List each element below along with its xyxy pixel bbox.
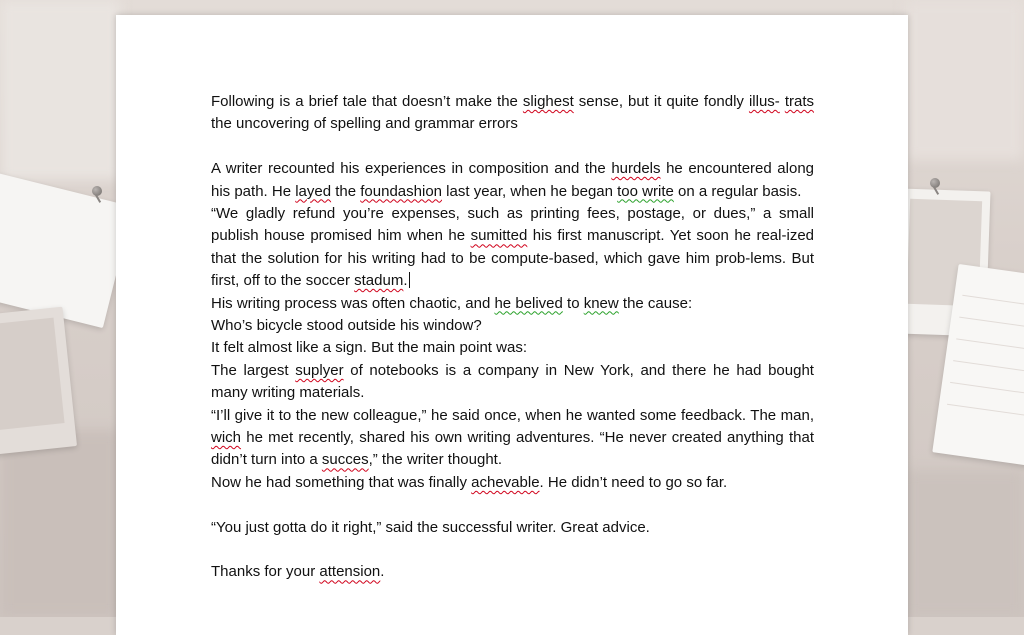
text-run: Thanks for your	[211, 563, 320, 581]
grammar-error[interactable]: knew	[583, 294, 619, 312]
text-run: The largest	[211, 361, 296, 379]
spelling-error[interactable]: trats	[784, 93, 814, 110]
text-caret	[409, 272, 410, 288]
paragraph: It felt almost like a sign. But the main point was:	[211, 339, 527, 357]
text-run: Now he had something that was finally	[211, 473, 472, 491]
paragraph: Who’s bicycle stood outside his window?	[211, 317, 482, 335]
spelling-error[interactable]: layed	[295, 182, 332, 200]
text-run: “We gladly refund you’re expenses, such as printing fees, postage, or dues,” a small publish house promised him when he	[211, 205, 814, 245]
paragraph	[211, 158, 814, 203]
pushpin-icon	[92, 186, 102, 196]
text-run: he encountered along his path. He	[211, 160, 815, 200]
text-run: the uncovering of spelling and grammar errors	[211, 115, 518, 133]
text-run: A writer recounted his experiences in composition and the	[211, 160, 612, 178]
paragraph	[211, 405, 814, 472]
pushpin-icon	[930, 178, 940, 188]
document-body[interactable]	[211, 91, 814, 584]
text-run: to	[562, 294, 584, 312]
text-run: he met recently, shared his own writing adventures. “He never created anything that didn’t turn into a	[211, 429, 814, 469]
text-run: .	[403, 272, 408, 290]
grammar-error[interactable]: he belived	[494, 294, 563, 312]
text-run: ,” the writer thought.	[368, 451, 502, 469]
text-run: last year, when he began	[442, 182, 618, 200]
paragraph	[211, 293, 814, 315]
spelling-error[interactable]: succes	[321, 451, 369, 469]
text-run: of notebooks is a company in New York, and there he had bought many writing materials.	[211, 361, 814, 402]
text-run: “I’ll give it to the new colleague,” he said once, when he wanted some feedback. The man,	[211, 406, 814, 424]
paragraph	[211, 561, 814, 583]
text-run: the cause:	[618, 294, 693, 312]
text-run: his first manuscript. Yet soon he real-ized that the solution for his writing had to be compute-based, which gave him prob-lems. But first, off to the soccer	[211, 227, 814, 290]
photo-frame-left	[0, 307, 77, 458]
text-run: sense, but it quite fondly	[573, 93, 749, 110]
spelling-error[interactable]: achevable	[471, 473, 540, 491]
paragraph	[211, 360, 814, 405]
spelling-error[interactable]: sumitted	[470, 227, 528, 245]
grammar-error[interactable]: too write	[617, 182, 674, 200]
text-run: .	[380, 563, 385, 581]
text-run: the	[331, 182, 361, 200]
spelling-error[interactable]: slighest	[522, 93, 574, 110]
text-run: Following is a brief tale that doesn’t make the	[211, 93, 523, 110]
spelling-error[interactable]: stadum	[354, 272, 404, 290]
document-page[interactable]	[116, 15, 908, 635]
paragraph	[211, 91, 814, 136]
spelling-error[interactable]: foundashion	[360, 182, 443, 200]
paragraph	[211, 203, 814, 293]
paragraph: “You just gotta do it right,” said the successful writer. Great advice.	[211, 518, 650, 536]
spelling-error[interactable]: attension	[319, 563, 381, 581]
text-run: . He didn’t need to go so far.	[539, 473, 728, 491]
text-run: on a regular basis.	[673, 182, 802, 200]
spelling-error[interactable]: suplyer	[295, 361, 344, 379]
sticky-note-left	[0, 173, 133, 328]
paragraph	[211, 472, 814, 494]
text-run: His writing process was often chaotic, and	[211, 294, 495, 312]
spelling-error[interactable]: wich	[211, 429, 242, 447]
spelling-error[interactable]: hurdels	[611, 160, 661, 178]
spelling-error[interactable]: illus-	[748, 93, 780, 110]
